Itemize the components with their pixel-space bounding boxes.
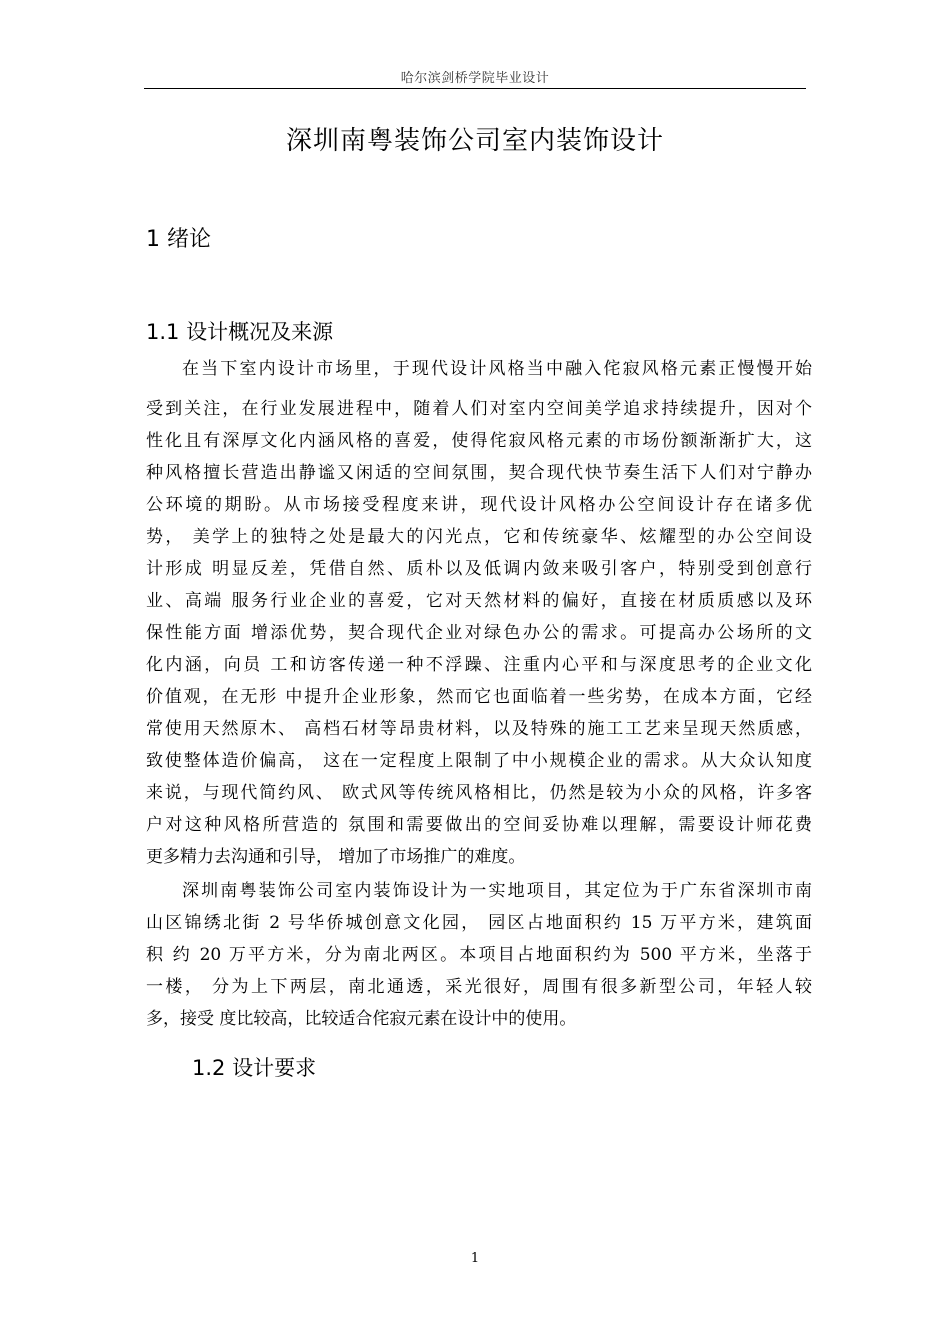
paragraph-line: 公环境的期盼。从市场接受程度来讲，现代设计风格办公空间设计存在诸多优 [146,495,812,515]
paragraph-line: 业、高端 服务行业企业的喜爱，它对天然材料的偏好，直接在材质质感以及环 [146,591,812,611]
paragraph-line: 化内涵，向员 工和访客传递一种不浮躁、注重内心平和与深度思考的企业文化 [146,655,812,675]
paragraph-line: 价值观，在无形 中提升企业形象，然而它也面临着一些劣势，在成本方面，它经 [146,687,812,707]
paragraph-line: 积 约 20 万平方米，分为南北两区。本项目占地面积约为 500 平方米，坐落于 [146,945,812,965]
paragraph-line: 性化且有深厚文化内涵风格的喜爱，使得侘寂风格元素的市场份额渐渐扩大，这 [146,431,812,451]
paragraph-line: 计形成 明显反差，凭借自然、质朴以及低调内敛来吸引客户，特别受到创意行 [146,559,812,579]
paragraph-line: 深圳南粤装饰公司室内装饰设计为一实地项目，其定位为于广东省深圳市南 [182,881,812,901]
paragraph-line: 来说，与现代简约风、 欧式风等传统风格相比，仍然是较为小众的风格，许多客 [146,783,812,803]
paragraph-line: 多，接受 度比较高，比较适合侘寂元素在设计中的使用。 [146,1009,577,1029]
paragraph-line: 在当下室内设计市场里，于现代设计风格当中融入侘寂风格元素正慢慢开始 [182,359,812,379]
paragraph-line: 势， 美学上的独特之处是最大的闪光点，它和传统豪华、炫耀型的办公空间设 [146,527,812,547]
paragraph-line: 保性能方面 增添优势，契合现代企业对绿色办公的需求。可提高办公场所的文 [146,623,812,643]
paragraph-line: 更多精力去沟通和引导， 增加了市场推广的难度。 [146,847,526,867]
page-number: 1 [470,1251,480,1266]
running-header: 哈尔滨剑桥学院毕业设计 [400,71,550,86]
section-heading-1-2: 1.2 设计要求 [192,1056,317,1080]
section-heading-1-1: 1.1 设计概况及来源 [146,320,334,344]
document-title: 深圳南粤装饰公司室内装饰设计 [285,126,664,156]
header-divider [144,88,806,89]
section-heading-1: 1 绪论 [146,227,211,252]
paragraph-line: 山区锦绣北街 2 号华侨城创意文化园， 园区占地面积约 15 万平方米，建筑面 [146,913,812,933]
paragraph-line: 致使整体造价偏高， 这在一定程度上限制了中小规模企业的需求。从大众认知度 [146,751,812,771]
paragraph-line: 种风格擅长营造出静谧又闲适的空间氛围，契合现代快节奏生活下人们对宁静办 [146,463,812,483]
paragraph-line: 户对这种风格所营造的 氛围和需要做出的空间妥协难以理解，需要设计师花费 [146,815,812,835]
paragraph-line: 一楼， 分为上下两层，南北通透，采光很好，周围有很多新型公司，年轻人较 [146,977,812,997]
paragraph-line: 常使用天然原木、 高档石材等昂贵材料，以及特殊的施工工艺来呈现天然质感， [146,719,812,739]
paragraph-line: 受到关注，在行业发展进程中，随着人们对室内空间美学追求持续提升，因对个 [146,399,812,419]
